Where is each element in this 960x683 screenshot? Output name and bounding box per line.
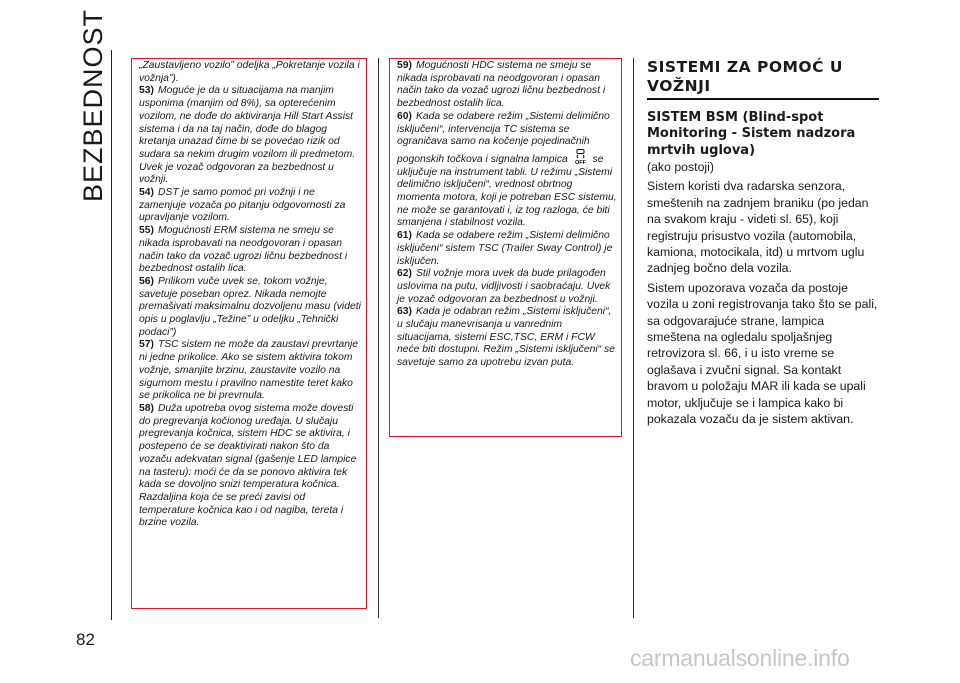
driver-assist-section bbox=[647, 58, 879, 428]
warning-number: 57) bbox=[139, 339, 154, 351]
heading-underline bbox=[647, 98, 879, 100]
warning-text: Stil vožnje mora uvek da bude prilagođen uslovima na putu, vidljivosti i saobraćaju. Uvek je vozač odgovoran za bezbednost u vožnji. bbox=[397, 268, 611, 305]
warning-text: DST je samo pomoć pri vožnji i ne zamenjuje vozača po pitanju odgovornosti za upravljanje vozilom. bbox=[139, 187, 346, 224]
warning-text: Kada je odabran režim „Sistemi isključeni“, u slučaju manevrisanja u vanrednim situacijama, sistemi ESC,TSC, ERM i FCW neće biti dostupni. Režim „Sistemi isključeni“ se savetuje samo za upotrebu izvan puta. bbox=[397, 306, 615, 369]
warning-paragraph bbox=[139, 60, 362, 85]
warning-number: 62) bbox=[397, 268, 412, 280]
warning-text: Moguće je da u situacijama na manjim usponima (manjim od 8%), sa opterećenim vozilom, ne dođe do aktiviranja Hill Start Assist sistema i da na taj način, dođe do blagog kretanja unazad čime bi se povećao rizik od sudara sa nekim drugim vozilom ili predmetom. Uvek je vozač odgovoran za bezbednost u vožnji. bbox=[139, 85, 356, 186]
subsection-heading: SISTEM BSM (Blind-spot Monitoring - Sistem nadzora mrtvih uglova) bbox=[647, 109, 856, 158]
section-title-divider bbox=[111, 50, 112, 620]
warning-paragraph bbox=[139, 403, 362, 530]
section-title-text: BEZBEDNOST bbox=[78, 8, 108, 202]
warning-number: 61) bbox=[397, 230, 412, 242]
warning-text: Kada se odabere režim „Sistemi delimično isključeni“ sistem TSC (Trailer Sway Control) je isključen. bbox=[397, 230, 613, 267]
warning-number: 56) bbox=[139, 275, 154, 287]
section-heading: SISTEMI ZA POMOĆ U VOŽNJI bbox=[647, 58, 843, 95]
body-paragraph: Sistem upozorava vozača da postoje vozila u zoni registrovanja tako što se pali, sa odgovarajuće strane, lampica smeštena na ogledalu spoljašnjeg retrovizora sl. 66, i u isto vreme se oglašava i zvučni signal. Sa kontakt bravom u položaju MAR ili kada se upali motor, uključuje se i lampica kako bi pokazala vozaču da je sistem aktivan. bbox=[647, 280, 878, 427]
esc-off-label: OFF bbox=[574, 159, 586, 165]
warning-paragraph bbox=[139, 276, 362, 340]
body-paragraph: Sistem koristi dva radarska senzora, smeštenih na zadnjem braniku (po jedan na svakom kraju - videti sl. 65), koji registruju prisustvo vozila (automobila, kamiona, motocikala, itd) u mrtvom uglu zadnjeg bočno dela vozila. bbox=[647, 179, 869, 276]
section-title bbox=[72, 8, 112, 202]
esc-off-icon bbox=[573, 149, 588, 165]
warning-number: 60) bbox=[397, 110, 412, 122]
warning-text: „Zaustavljeno vozilo” odeljka „Pokretanje vozila i vožnja”). bbox=[139, 60, 360, 84]
warning-paragraph bbox=[139, 225, 362, 276]
column-divider bbox=[378, 58, 379, 618]
warning-paragraph bbox=[397, 111, 617, 230]
warning-text: Mogućnosti HDC sistema ne smeju se nikada isprobavati na neodgovoran i opasan način tako da vozač ugrozi ličnu bezbednost i bezbednost ostalih lica. bbox=[397, 60, 606, 110]
warning-number: 59) bbox=[397, 60, 412, 71]
warning-paragraph bbox=[139, 85, 362, 187]
warning-number: 63) bbox=[397, 306, 412, 318]
availability-note: (ako postoji) bbox=[647, 160, 714, 174]
warning-text: Mogućnosti ERM sistema ne smeju se nikada isprobavati na neodgovoran i opasan način tako da vozač ugrozi ličnu bezbednost i bezbednost ostalih lica. bbox=[139, 225, 348, 275]
warning-text: Kada se odabere režim „Sistemi delimično isključeni“, intervencija TC sistema se ograničava samo na kočenje pojedinačnih pogonskih točkova i signalna lampica bbox=[397, 110, 610, 165]
warning-number: 54) bbox=[139, 187, 154, 199]
warning-box-1 bbox=[131, 58, 367, 609]
warning-paragraph bbox=[397, 306, 617, 370]
warning-paragraph bbox=[397, 268, 617, 306]
warning-number: 53) bbox=[139, 85, 154, 97]
warning-text: Prilikom vuče uvek se, tokom vožnje, savetuje poseban oprez. Nikada nemojte premašivati maksimalnu dozvoljenu masu (videti opis u poglavlju „Težine” u odeljku „Tehnički podaci”) bbox=[139, 275, 361, 338]
warning-number: 55) bbox=[139, 225, 154, 237]
watermark: carmanualsonline.info bbox=[630, 645, 850, 671]
warning-paragraph bbox=[397, 60, 617, 111]
page-number: 82 bbox=[76, 630, 95, 649]
column-divider bbox=[633, 58, 634, 618]
warning-text: Duža upotreba ovog sistema može dovesti do pregrevanja kočionog uređaja. U slučaju pregrevanja kočnica, sistem HDC se aktivira, i postepeno će se deaktivirati nakon što da vozaču adekvatan signal (gašenje LED lampice na tasteru): moći će da se ponovo aktivira tek kada se dovoljno snizi temperatura kočnica. Razdaljina koja će se preći zavisi od temperature kočnica kao i od nagiba, tereta i brzine vozila. bbox=[139, 402, 357, 529]
warning-number: 58) bbox=[139, 402, 154, 414]
warning-paragraph bbox=[139, 187, 362, 225]
warning-text: se uključuje na instrument tabli. U režimu „Sistemi delimično isključeni“, vrednost obrtnog momenta motora, koji je potreban ESC sistemu, ne može se garantovati i, iz tog razloga, će biti smanjena i stabilnost vozila. bbox=[397, 153, 617, 229]
warning-paragraph bbox=[397, 230, 617, 268]
warning-paragraph bbox=[139, 339, 362, 403]
warning-text: TSC sistem ne može da zaustavi prevrtanje ni jedne prikolice. Ako se sistem aktivira tokom vožnje, smanjite brzinu, zaustavite vozilo na sigurnom mestu i pravilno namestite teret kako se prikolica ne bi prevrnula. bbox=[139, 339, 359, 402]
warning-box-2 bbox=[389, 58, 622, 437]
